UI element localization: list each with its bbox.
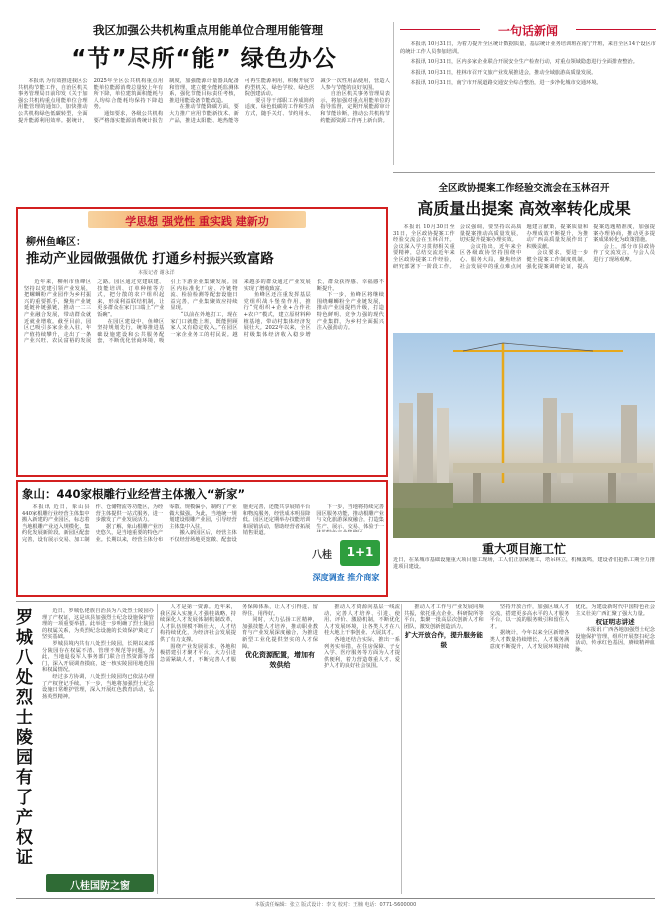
conference-body-text: 10月30日至31日，全区政协提案工作经验交流会在玉林召开。会议深入学习贯彻相关重要精神，总结交流近年来全区政协提案工作经验，研究部署下一阶段工作。会议强调，要坚持以高质量提案推动高质量发展，切实提升提案办理实效。 [393, 224, 522, 270]
xiangshan-headline: 象山：440家根雕行业经营主体搬入“新家” [22, 487, 246, 501]
bottom-middle-body-text: 推动人才资源向基层一线流动，完善人才培养、引进、使用、评价、激励机制，不断优化人才发展环境，让各类人才在八桂大地上干事创业、大展其才。 [324, 604, 400, 637]
xiangshan-box [16, 480, 388, 597]
luocheng-banner [46, 874, 154, 892]
divider [401, 604, 402, 894]
page-footer [16, 898, 655, 910]
bottom-right-body-text: 坚持开放合作，加强区域人才交流，搭建更多高水平的人才服务平台，以一流的服务吸引和留住人才。 [489, 604, 570, 630]
construction-scene-graphic [393, 333, 655, 538]
news-brief-list [400, 41, 656, 163]
news-brief-header [400, 22, 656, 36]
footer-text: 本版责任编辑：张立 版式设计：李文 校对：王楠 电话：0771-5600000 [254, 902, 417, 908]
brief-item: 本报讯 10月31日，为着力提升全区统计数据质量，基层统计业务培训班在南宁开班，来自全区14个设区市的统计工作人员参加培训。 [400, 41, 656, 55]
brief-header-text: 一句话新闻 [497, 24, 558, 38]
liuzhou-body-text: 近年来，柳州市鱼峰区坚持以党建引领产业发展，把螺蛳粉产业园作为乡村振兴的重要抓手，聚焦产业链延链补链强链，推动一二三产业融合发展，带动群众就近就业增收。截至目前，园区已吸引多家企业入驻，年产值持续攀升，走出了一条产业兴旺、农民富裕的发展之路。园区通过党建联建、技能培训、订单种植等方式，把分散的农户组织起来，形成利益联结机制，让更多群众在家门口端上“产业饭碗”。 [24, 279, 165, 345]
divider [157, 604, 158, 894]
luocheng-vertical-title: 罗城八处烈士陵园有了产权证 [16, 608, 33, 868]
conference-article [393, 180, 655, 328]
news-brief-box [393, 22, 655, 165]
xiangshan-badge [308, 532, 384, 594]
liuzhou-headline: 推动产业园做强做优 打通乡村振兴致富路 [26, 251, 274, 267]
luocheng-body-text: 近日，罗城仫佬族自治县为八处烈士陵园办理了产权证，这是该县加强烈士纪念设施保护管理的一项重要举措。此举进一步明确了烈士陵园的权属关系，为英烈纪念设施的长效保护奠定了坚实基础。 [42, 608, 154, 641]
xiangshan-byline: 本报讯 [32, 504, 51, 510]
top-article [18, 22, 390, 220]
theme-box [16, 207, 388, 477]
photo-title: 重大项目施工忙 [481, 542, 566, 556]
luocheng-article [16, 606, 156, 894]
badge-number-text: 1+1 [346, 545, 374, 559]
badge-number [340, 540, 380, 566]
bottom-middle-article: 人才是第一资源。近年来，我区深入实施人才强桂战略，持续深化人才发展体制机制改革，人才队伍规模不断壮大，人才结构持续优化，为经济社会发展提供了有力支撑。 围绕产业发展需求，各地积极搭建引才聚才平台，大力引进急需紧缺人才，不断完善人才服务保障体系，让人才引得进、留得住、用得好。 同时，大力弘扬工匠精神，加强技能人才培养，推动职业教育与产业发展深度融合，为推进新型工业化提供坚实的人才保障。 优化资源配置，增加有效供给 推动人才资源向基层一线流动，完善人才培养、引进、使用、评价、激励机制，不断优化人才发展环境，让各类人才在八桂大地上干事创业、大展其才。 各地还结合实际，推出一系列务实举措，在住房保障、子女入学、医疗服务等方面为人才提供便利，着力营造尊重人才、爱护人才的良好社会氛围。 [160, 604, 400, 670]
article-subhead: 我区加强公共机构重点用能单位合理用能管理 [93, 23, 323, 37]
divider [16, 601, 655, 602]
brief-item: 本报讯 10月31日，区内多家企业联合开展安全生产检查行动，对重点领域隐患进行全面排查整治。 [410, 59, 638, 66]
badge-top-text: 八桂 [312, 550, 332, 561]
xiangshan-body-text: 近日，象山县440家根雕行业经营主体集中搬入新建的产业园区，标志着当地根雕产业迈入规模化、集约化发展新阶段。新园区配套完善，设有展示交易、加工制作、仓储物流等功能区，为经营主体提供一站式服务，进一步激发了产业发展活力。 [22, 504, 164, 543]
luocheng-banner-text: 八桂国防之窗 [70, 881, 130, 892]
bottom-right-subhead-2: 权证明志讲述 [595, 618, 635, 627]
brief-item: 本报讯 10月31日，桂林市召开文旅产业发展推进会，推动全域旅游高质量发展。 [410, 69, 597, 76]
bottom-right-article: 推动人才工作与产业发展同频共振，依托重点企业、科研院所等平台，集聚一批高层次创新人才和团队，激发创新创造活力。 扩大开放合作，提升服务能级 坚持开放合作，加强区域人才交流，搭建更多高水平的人才服务平台，以一流的服务吸引和留住人才。 据统计，今年以来全区新增各类人才数量持续增长，人才服务满意度不断提升，人才发展环境持续优化，为建设新时代中国特色社会主义壮美广西汇聚了强大力量。 权证明志讲述 本报讯 广西各地加强烈士纪念设施保护管理，组织开展祭扫纪念活动，传承红色基因，赓续精神血脉。 [404, 604, 655, 653]
brief-line-right [576, 29, 656, 30]
intro-text: 为有效推进我区公共机构节能工作，自治区机关事务管理局日前印发《关于加强公共机构重点用能单位合理用能管理的通知》，加快推动公共机构绿色低碳转型，全面提升能源利用效率。据统计，2025年全区公共机构重点用能单位能源消费总量较上年有所下降，单位建筑面积能耗与人均综合能耗均保持下降趋势。 [18, 78, 164, 124]
photo-caption-text: 近日，在某城市基础设施重大项目施工现场，工人们正加紧施工，塔吊林立，机械轰鸣，建设者们抢抓工期全力推进项目建设。 [393, 557, 655, 570]
divider [393, 172, 655, 173]
brief-item: 本报讯 10月31日，南宁市开展道路交通安全综合整治，进一步净化城市交通环境。 [410, 80, 602, 87]
byline: 本报讯 [28, 78, 45, 84]
construction-photo [393, 333, 655, 538]
theme-banner-text: 学思想 强党性 重实践 建新功 [125, 215, 269, 228]
luocheng-body: 近日，罗城仫佬族自治县为八处烈士陵园办理了产权证，这是该县加强烈士纪念设施保护管理的一项重要举措。此举进一步明确了烈士陵园的权属关系，为英烈纪念设施的长效保护奠定了坚实基础。 罗城县境内共有八处烈士陵园，长期以来部分陵园存在权属不清、管理不规范等问题。为此，当地退役军人事务部门联合自然资源等部门，深入开展调查摸底，逐一核实陵园用地范围和权属情况。 经过多方协调，八处烈士陵园均已依法办理了产权登记手续。下一步，当地将加强烈士纪念设施日常维护管理，深入开展红色教育活动，弘扬英烈精神。 [42, 608, 154, 700]
article-headline: “节”尽所“能” 绿色办公 [71, 46, 337, 72]
theme-banner [88, 211, 306, 228]
bottom-right-subhead-1: 扩大开放合作，提升服务能级 [404, 631, 483, 650]
article-body: 本报讯 为有效推进我区公共机构节能工作，自治区机关事务管理局日前印发《关于加强公共机构重点用能单位合理用能管理的通知》，加快推动公共机构绿色低碳转型，全面提升能源利用效率。据统计，2025年全区公共机构重点用能单位能源消费总量较上年有所下降，单位建筑面积能耗与人均综合能耗均保持下降趋势。 通知要求，各级公共机构要严格落实能源消费统计报告制度，加强能源计量器具配备和管理，建立健全能耗监测体系，强化节能目标责任考核，推进用能设备节能改造。 在推动节能降碳方面，要大力推广应用节能新技术、新产品，推进太阳能、地热能等可再生能源利用，积极开展节约型机关、绿色学校、绿色医院创建活动。 要引导干部职工养成简约适度、绿色低碳的工作和生活方式，随手关灯、节约用水、减少一次性用品使用，营造人人参与节能的良好氛围。 自治区机关事务管理局表示，将加强对重点用能单位的指导监督，定期开展能源审计和节能诊断，推动公共机构节约能源资源工作再上新台阶。 [18, 78, 390, 124]
conference-body: 本报讯 10月30日至31日，全区政协提案工作经验交流会在玉林召开。会议深入学习贯彻相关重要精神，总结交流近年来全区政协提案工作经验，研究部署下一阶段工作。会议强调，要坚持以高质量提案推动高质量发展，切实提升提案办理实效。 会议指出，近年来全区各级政协坚持围绕中心、服务大局，聚焦经济社会发展中的重点难点问题建言献策，提案质量和办理成效不断提升，为推动广西高质量发展作出了积极贡献。 会议要求，要进一步健全提案工作制度机制，强化提案调研论证，提高提案选题精准度，加强提案办理协商，推动更多提案成果转化为政策措施。 会上，部分市县政协作了交流发言，与会人员进行了现场观摩。 [393, 224, 655, 270]
conference-headline: 高质量出提案 高效率转化成果 [417, 199, 631, 218]
conference-kicker: 全区政协提案工作经验交流会在玉林召开 [438, 183, 610, 194]
conference-byline: 本报讯 [403, 224, 421, 230]
xiangshan-body: 本报讯 近日，象山县440家根雕行业经营主体集中搬入新建的产业园区，标志着当地根雕产业迈入规模化、集约化发展新阶段。新园区配套完善，设有展示交易、加工制作、仓储物流等功能区，为经营主体提供一站式服务，进一步激发了产业发展活力。 据了解，象山根雕产业历史悠久，是当地重要的特色产业。长期以来，经营主体分布零散、规模偏小，制约了产业做大做强。为此，当地统一规划建设根雕产业园，引导经营主体集中入驻。 搬入新园区后，经营主体不仅经营场地更宽敞、配套设施更完善，还能共享展销平台和物流服务，经营成本明显降低。园区还定期举办技能培训和展销活动，帮助经营者拓展销售渠道。 下一步，当地将持续完善园区服务功能，推动根雕产业与文化旅游深度融合，打造集生产、展示、交易、体验于一 [22, 504, 384, 543]
liuzhou-kicker: 柳州鱼峰区： [26, 237, 86, 248]
brief-line-left [400, 29, 480, 30]
liuzhou-byline: 本报记者 谢永洋 [138, 270, 175, 276]
liuzhou-body: 近年来，柳州市鱼峰区坚持以党建引领产业发展，把螺蛳粉产业园作为乡村振兴的重要抓手，聚焦产业链延链补链强链，推动一二三产业融合发展，带动群众就近就业增收。截至目前，园区已吸引多家企业入驻，年产值持续攀升，走出了一条产业兴旺、农民富裕的发展之路。园区通过党建联建、技能培训、订单种植等方式，把分散的农户组织起来，形成利益联结机制，让更多群众在家门口端上“产业饭碗”。 在园区建设中，鱼峰区坚持规划先行，统筹推进基础设施建设和公共服务配套，不断优化营商环境，吸引上下游企业集聚发展。园区内标准化厂房、冷链物流、检验检测等配套设施日益完善，产业集聚效应持续显现。 “以前在外地打工，现在家门口就能上班，既能照顾家人又有稳定收入。”在园区一家企业务工的村民说。越来越多的群众通过产业发展实现了增收致富。 鱼峰区还注重发挥基层党组织战斗堡垒作用，推行“党组织+企业+合作社+农户”模式，建立原材料种植基地，带动村集体经济发展壮大。2022年以来，全区村级集体经济收入稳步增长，群众获得感、幸福感不断提升。 下一步，鱼峰区将继续围绕螺蛳粉全产业链发展，推动产业园提档升级，打造特色鲜明、竞争力强的现代产业集群，为乡村全面振兴注入强劲动力。 [24, 279, 384, 345]
badge-bottom-text: 深度调查 推介商家 [312, 573, 380, 582]
bottom-middle-subhead: 优化资源配置，增加有效供给 [245, 650, 315, 670]
